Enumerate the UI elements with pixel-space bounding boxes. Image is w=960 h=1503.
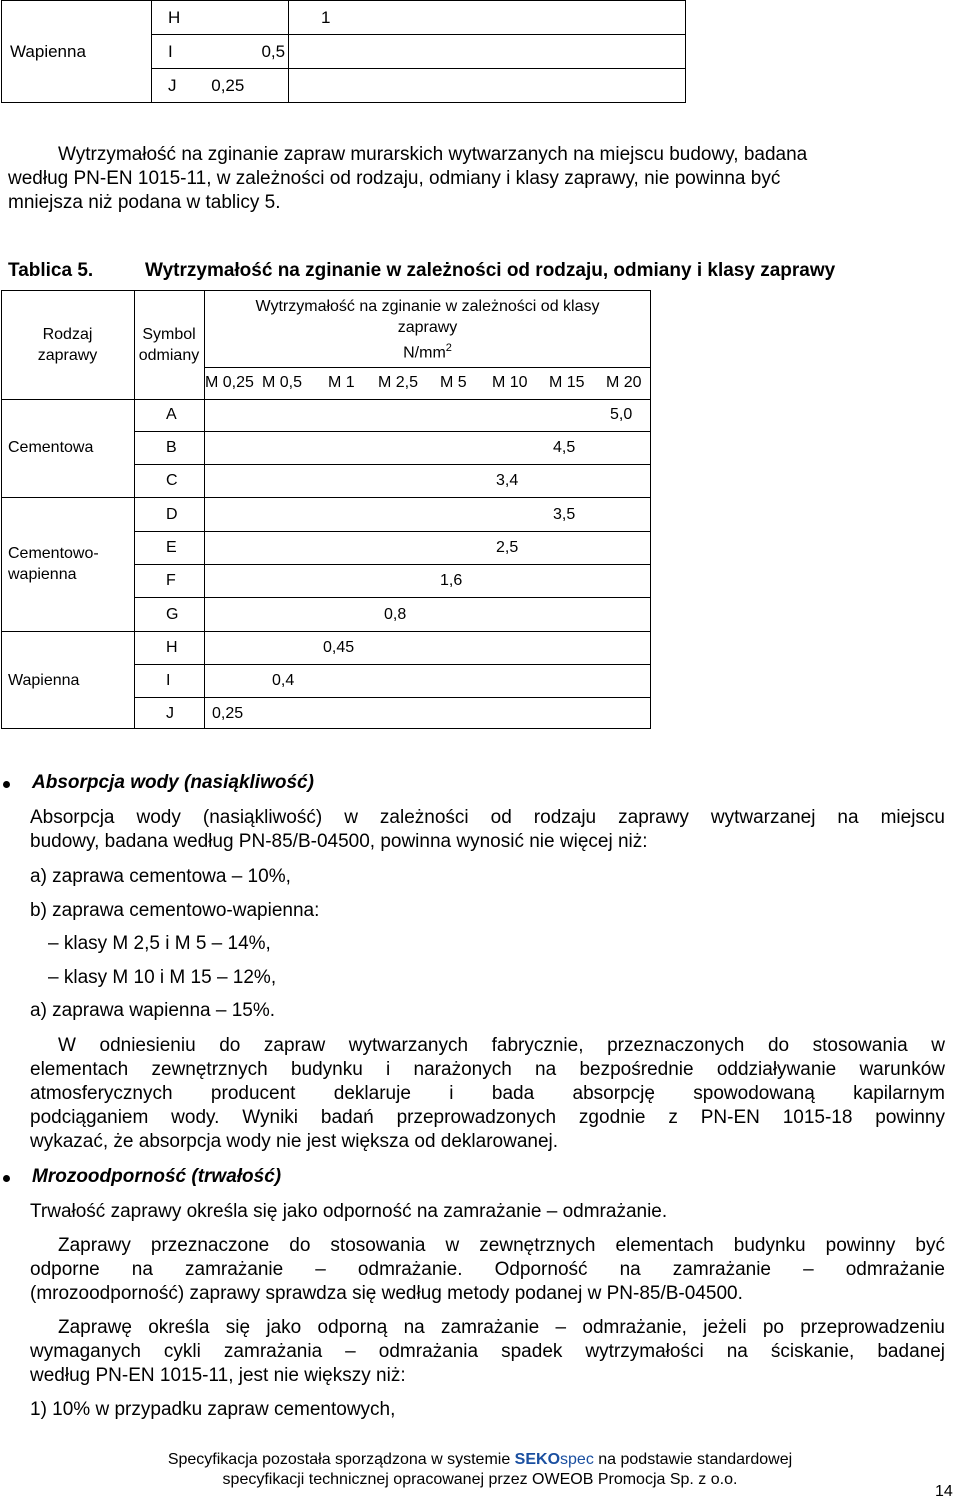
header-unit <box>204 338 651 363</box>
mrozo-heading: Mrozoodporność (trwałość) <box>32 1166 282 1187</box>
absorpcja-heading: Absorpcja wody (nasiąkliwość) <box>32 772 314 793</box>
row-value: 0,25 <box>212 705 244 722</box>
bullet-icon <box>3 1175 10 1182</box>
unit-sup: 2 <box>445 342 452 354</box>
footer-text: Specyfikacja pozostała sporządzona w systemie <box>167 1451 515 1468</box>
row-value: 3,4 <box>496 472 519 489</box>
row-symbol: B <box>166 439 177 456</box>
intro-line-3: mniejsza niż podana w tablicy 5. <box>8 192 281 213</box>
table-label: Tablica 5. <box>8 260 94 281</box>
table-cell: 1 <box>289 1 686 35</box>
row-value: 0,4 <box>272 672 295 689</box>
symbol-text: J <box>168 75 177 95</box>
class-label: M 20 <box>606 374 642 391</box>
divider <box>134 564 651 565</box>
row-symbol: A <box>166 406 177 423</box>
absorpcja-p1-line2: budowy, badana według PN-85/B-04500, powinna wynosić nie więcej niż: <box>30 831 648 852</box>
row-symbol: F <box>166 572 176 589</box>
table-title: Wytrzymałość na zginanie w zależności od rodzaju, odmiany i klasy zaprawy <box>145 260 836 281</box>
absorpcja-p2-line5: wykazać, że absorpcja wody nie jest większa od deklarowanej. <box>30 1131 559 1152</box>
mrozo-p1: Trwałość zaprawy określa się jako odporność na zamrażanie – odmrażanie. <box>30 1201 668 1222</box>
value-text: 0,25 <box>211 75 245 95</box>
unit-text: N/mm <box>403 344 446 362</box>
absorpcja-a: a) zaprawa cementowa – 10%, <box>30 866 291 887</box>
table-row <box>2 69 686 103</box>
mrozo-p3-line3: według PN-EN 1015-11, jest nie większy niż: <box>30 1365 406 1386</box>
row-symbol: C <box>166 472 178 489</box>
brand-logo-text: SEKO <box>514 1451 561 1468</box>
divider <box>134 597 651 598</box>
symbol-text: I <box>168 41 173 61</box>
table-cell <box>289 35 686 69</box>
group-cementowa: Cementowa <box>8 439 94 456</box>
header-symbol <box>134 324 204 366</box>
header-main <box>204 296 651 363</box>
row-symbol: D <box>166 506 178 523</box>
intro-line-1: Wytrzymałość na zginanie zapraw murarskich wytwarzanych na miejscu budowy, badana <box>58 144 808 165</box>
absorpcja-p2-line3: atmosferycznych producent deklaruje i bada absorpcję spowodowaną kapilarnym <box>30 1083 945 1104</box>
absorpcja-p2-line2: elementach zewnętrznych budynku i narażonych na bezpośrednie oddziaływanie warunków <box>30 1059 945 1080</box>
absorpcja-b2: – klasy M 10 i M 15 – 12%, <box>48 967 277 988</box>
header-text: zaprawy <box>397 319 458 336</box>
mrozo-item-1: 1) 10% w przypadku zapraw cementowych, <box>30 1399 396 1420</box>
absorpcja-p2-line1: W odniesieniu do zapraw wytwarzanych fabrycznie, przeznaczonych do stosowania w <box>58 1035 945 1056</box>
header-text: Symbol <box>142 326 196 343</box>
row-value: 2,5 <box>496 539 519 556</box>
group-wapienna: Wapienna <box>8 672 80 689</box>
mrozo-p2-line2: odporne na zamrażanie – odmrażanie. Odporność na zamrażanie – odmrażanie <box>30 1259 945 1280</box>
row-value: 0,45 <box>323 639 355 656</box>
header-text: zaprawy <box>37 347 98 364</box>
header-text: odmiany <box>138 347 200 364</box>
mrozo-p2-line3: (mrozoodporność) zaprawy sprawdza się według metody podanej w PN-85/B-04500. <box>30 1283 743 1304</box>
brand-logo-text: spec <box>560 1451 594 1468</box>
mrozo-p2-line1: Zaprawy przeznaczone do stosowania w zewnętrznych elementach budynku powinny być <box>58 1235 945 1256</box>
row-symbol: E <box>166 539 177 556</box>
absorpcja-b: b) zaprawa cementowo-wapienna: <box>30 900 320 921</box>
header-text: Rodzaj <box>42 326 93 343</box>
table-cell <box>2 1 152 35</box>
table-cell: Wapienna <box>2 35 152 69</box>
class-label: M 0,25 <box>205 374 254 391</box>
absorpcja-b1: – klasy M 2,5 i M 5 – 14%, <box>48 933 271 954</box>
row-value: 1,6 <box>440 572 463 589</box>
footer-line-2: specyfikacji technicznej opracowanej przez OWEOB Promocja Sp. z o.o. <box>222 1471 738 1488</box>
bullet-icon <box>3 781 10 788</box>
class-label: M 10 <box>492 374 528 391</box>
footer-line-1 <box>0 1449 960 1470</box>
row-symbol: H <box>166 639 178 656</box>
class-label: M 1 <box>328 374 355 391</box>
group-cementowo-wapienna: Cementowo- <box>8 545 99 562</box>
divider <box>134 431 651 432</box>
table-cell <box>152 69 289 103</box>
absorpcja-p2-line4: podciąganiem wody. Wyniki badań przeprowadzonych zgodnie z PN-EN 1015-18 powinny <box>30 1107 945 1128</box>
row-symbol: G <box>166 606 179 623</box>
row-value: 5,0 <box>610 406 633 423</box>
row-symbol: J <box>166 705 174 722</box>
table-cell <box>289 69 686 103</box>
divider <box>1 399 651 400</box>
row-value: 4,5 <box>553 439 576 456</box>
class-label: M 2,5 <box>378 374 419 391</box>
value-text: 0,5 <box>261 41 286 61</box>
divider <box>1 631 651 632</box>
divider <box>204 367 651 368</box>
mrozo-p3-line2: wymaganych cykli zamrażania – odmrażania spadek wytrzymałości na ściskanie, badanej <box>30 1341 945 1362</box>
footer-text: na podstawie standardowej <box>593 1451 793 1468</box>
intro-line-2: według PN-EN 1015-11, w zależności od rodzaju, odmiany i klasy zaprawy, nie powinna być <box>8 168 781 189</box>
class-label: M 0,5 <box>262 374 303 391</box>
table-cell <box>152 35 289 69</box>
divider <box>1 497 651 498</box>
row-value: 3,5 <box>553 506 576 523</box>
divider <box>134 697 651 698</box>
class-label: M 15 <box>549 374 585 391</box>
table-cell: H <box>152 1 289 35</box>
header-text: Wytrzymałość na zginanie w zależności od klasy <box>255 298 600 315</box>
table-row <box>2 1 686 35</box>
group-cementowo-wapienna: wapienna <box>8 566 77 583</box>
divider <box>134 664 651 665</box>
divider <box>134 464 651 465</box>
header-rodzaj <box>1 324 134 366</box>
table-cell <box>2 69 152 103</box>
table-row <box>2 35 686 69</box>
row-value: 0,8 <box>384 606 407 623</box>
class-label: M 5 <box>440 374 467 391</box>
page-number: 14 <box>935 1483 953 1500</box>
top-table <box>1 0 686 103</box>
absorpcja-p1-line1: Absorpcja wody (nasiąkliwość) w zależności od rodzaju zaprawy wytwarzanej na miejscu <box>30 807 945 828</box>
divider <box>134 531 651 532</box>
absorpcja-c: a) zaprawa wapienna – 15%. <box>30 1000 276 1021</box>
row-symbol: I <box>166 672 171 689</box>
mrozo-p3-line1: Zaprawę określa się jako odporną na zamrażanie – odmrażanie, jeżeli po przeprowadzeniu <box>58 1317 945 1338</box>
